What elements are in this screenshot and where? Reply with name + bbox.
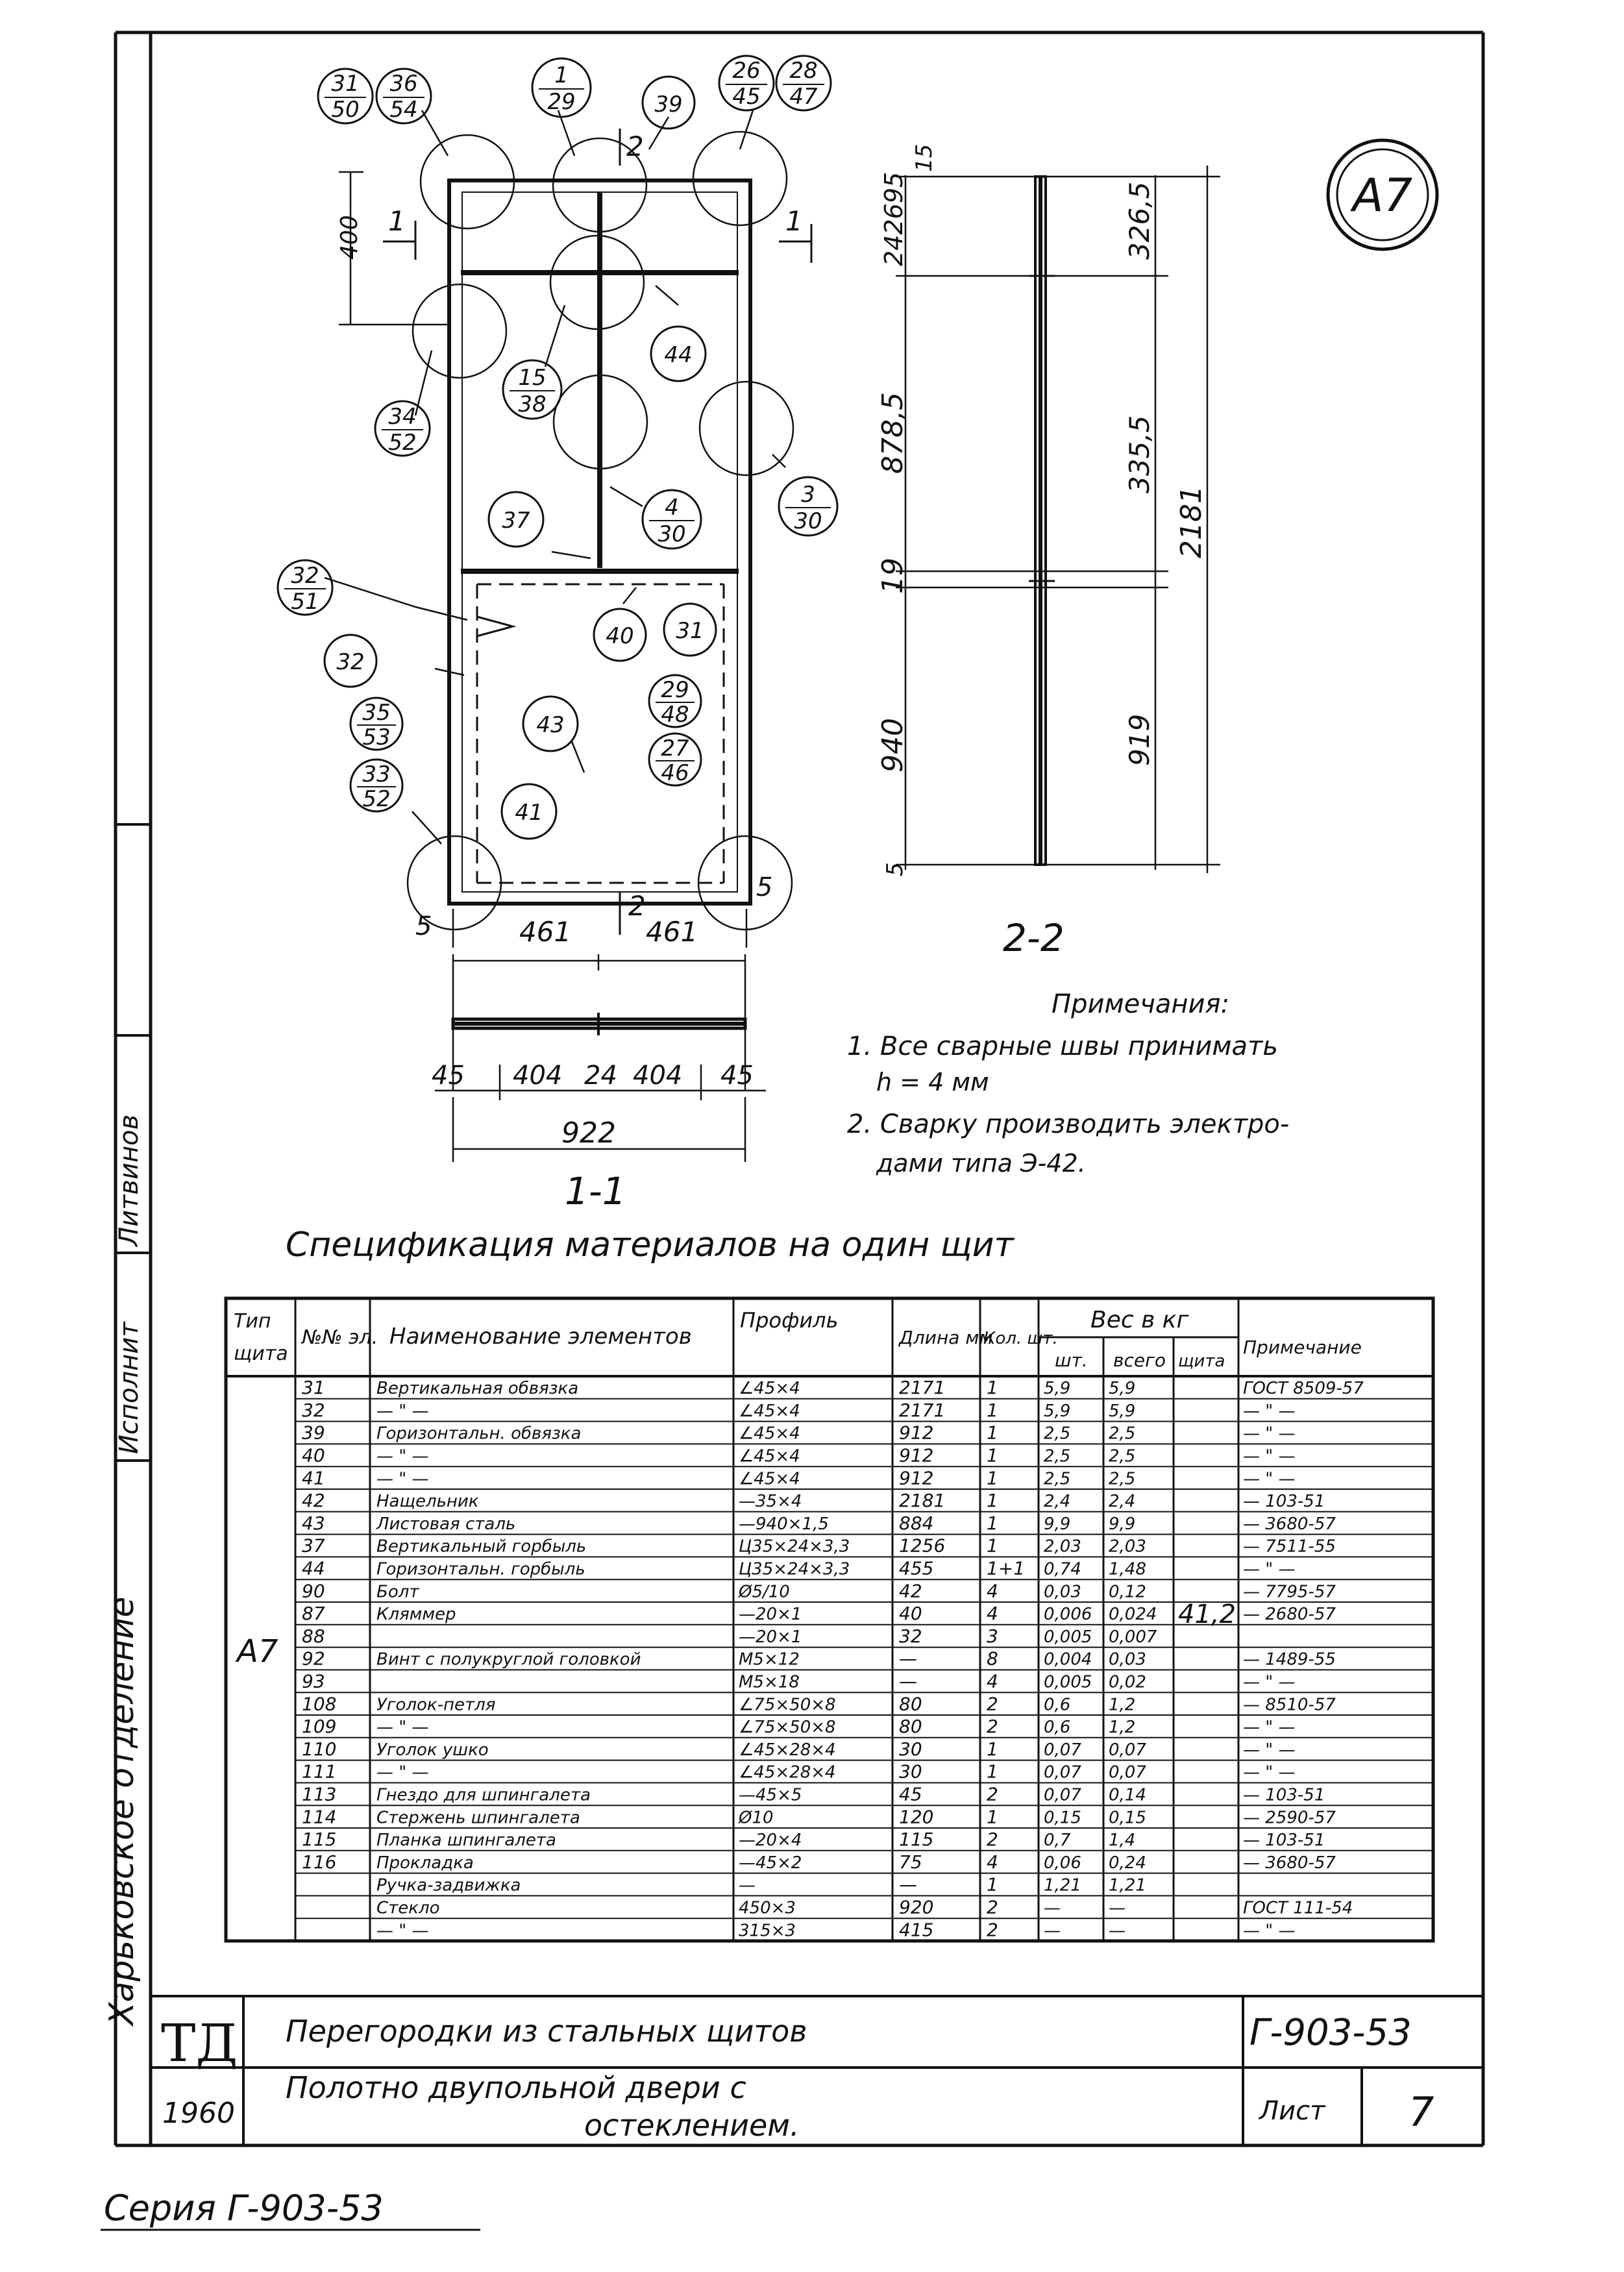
tb-sheet-label: Лист	[1259, 2096, 1325, 2126]
spec-rows	[302, 1377, 1364, 1940]
spec-cell-wt: —	[1109, 1921, 1126, 1941]
spec-cell-n: 39	[302, 1422, 325, 1444]
spec-cell-name: Стержень шпингалета	[376, 1808, 580, 1828]
spec-cell-name: — " —	[376, 1921, 429, 1941]
callout-40: 40	[606, 623, 634, 649]
callout-29-48-bottom: 48	[661, 702, 689, 728]
spec-cell-wt: 0,03	[1109, 1649, 1146, 1670]
callout-28-47-top: 28	[789, 58, 818, 84]
spec-cell-wt: 1,2	[1109, 1718, 1136, 1738]
spec-cell-profile: ∠45×4	[739, 1424, 800, 1444]
section-mark-1-left: 1	[388, 205, 406, 237]
callout-28-47-bottom: 47	[789, 84, 818, 110]
spec-cell-note: — 7511-55	[1243, 1537, 1336, 1557]
spec-cell-wt: 0,07	[1109, 1762, 1146, 1783]
sec11-dim-404-left: 404	[513, 1061, 563, 1091]
spec-cell-wt: 2,5	[1109, 1446, 1136, 1466]
spec-cell-note: — " —	[1243, 1446, 1296, 1466]
spec-cell-note: — 103-51	[1243, 1831, 1325, 1851]
spec-cell-name: Кляммер	[376, 1605, 456, 1625]
spec-cell-wu: 2,03	[1044, 1537, 1081, 1557]
notes-line1: 1. Все сварные швы принимать	[847, 1031, 1278, 1061]
notes-line1b: h = 4 мм	[876, 1068, 989, 1096]
section-mark-1-right: 1	[785, 205, 803, 237]
spec-cell-len: 80	[899, 1693, 922, 1715]
spec-cell-n: 41	[302, 1467, 325, 1489]
callout-15-38-bottom: 38	[518, 391, 547, 417]
spec-cell-n: 114	[302, 1806, 337, 1828]
spec-cell-n: 37	[302, 1535, 325, 1557]
dim-400: 400	[336, 215, 363, 260]
spec-cell-wt: 5,9	[1109, 1379, 1136, 1399]
spec-cell-wt: 0,24	[1109, 1853, 1146, 1873]
spec-cell-profile: ∠45×4	[739, 1401, 800, 1421]
tb-line3: остеклением.	[584, 2108, 800, 2143]
spec-cell-qty: 1	[987, 1490, 998, 1512]
spec-cell-qty: 1	[987, 1806, 998, 1828]
spec-cell-len: —	[899, 1648, 917, 1670]
spec-cell-name: Планка шпингалета	[376, 1831, 556, 1851]
spec-cell-wu: 0,6	[1044, 1718, 1071, 1738]
spec-cell-profile: —20×4	[739, 1831, 802, 1851]
spec-cell-profile: Ц35×24×3,3	[739, 1559, 850, 1579]
spec-cell-len: 120	[899, 1806, 934, 1828]
spec-cell-qty: 1	[987, 1535, 998, 1557]
notes-line2b: дами типа Э-42.	[876, 1149, 1086, 1178]
callout-26-45-bottom: 45	[732, 84, 761, 110]
callout-27-46-bottom: 46	[661, 760, 689, 786]
spec-cell-n: 40	[302, 1444, 325, 1466]
spec-cell-wt: 0,07	[1109, 1740, 1146, 1760]
hdr-w-total: всего	[1113, 1350, 1166, 1371]
spec-cell-name: Листовая сталь	[376, 1514, 516, 1534]
sec22-dim-335: 335,5	[1124, 415, 1155, 493]
stamp-label: А7	[1352, 169, 1413, 222]
hdr-name: Наименование элементов	[389, 1324, 692, 1350]
callouts	[278, 56, 837, 839]
door-elevation	[449, 180, 750, 904]
hdr-profile: Профиль	[740, 1308, 839, 1333]
hdr-length: Длина мм	[899, 1327, 993, 1348]
spec-cell-len: 40	[899, 1603, 922, 1625]
spec-cell-profile: M5×18	[739, 1672, 800, 1692]
spec-cell-wu: —	[1044, 1921, 1061, 1941]
callout-33-52-top: 33	[362, 761, 391, 787]
spec-cell-wu: —	[1044, 1898, 1061, 1918]
spec-cell-qty: 1	[987, 1873, 998, 1895]
spec-cell-qty: 3	[987, 1625, 998, 1647]
spec-cell-n: 42	[302, 1490, 325, 1512]
callout-31-50-top: 31	[331, 71, 360, 97]
sec22-dim-326: 326,5	[1124, 181, 1155, 260]
spec-cell-len: 884	[899, 1512, 934, 1534]
spec-cell-wu: 2,5	[1044, 1424, 1071, 1444]
hdr-note: Примечание	[1243, 1337, 1362, 1358]
spec-cell-n: 32	[302, 1399, 325, 1421]
side-label-executor: Исполнит	[114, 1322, 144, 1454]
callout-32-51-bottom: 51	[291, 589, 319, 615]
callout-36-54-bottom: 54	[389, 97, 418, 123]
spec-cell-wt: 0,14	[1109, 1785, 1146, 1805]
spec-cell-note: — " —	[1243, 1921, 1296, 1941]
spec-cell-len: 2181	[899, 1490, 946, 1512]
spec-cell-note: — 3680-57	[1243, 1853, 1336, 1873]
spec-cell-len: 32	[899, 1625, 922, 1647]
callout-27-46-top: 27	[661, 735, 689, 761]
spec-cell-wt: 1,21	[1109, 1875, 1146, 1895]
spec-cell-len: —	[899, 1670, 917, 1692]
spec-cell-wu: 0,004	[1044, 1649, 1092, 1670]
spec-cell-len: 455	[899, 1557, 934, 1579]
spec-cell-profile: ∠75×50×8	[739, 1718, 836, 1738]
spec-cell-n: 115	[302, 1829, 337, 1851]
spec-cell-profile: ∠45×4	[739, 1469, 800, 1489]
spec-cell-name: Горизонтальн. обвязка	[376, 1424, 582, 1444]
spec-cell-n: 44	[302, 1557, 325, 1579]
spec-cell-n: 87	[302, 1603, 325, 1625]
spec-cell-qty: 4	[987, 1851, 998, 1873]
callout-1-29-bottom: 29	[547, 89, 576, 115]
spec-cell-qty: 4	[987, 1580, 998, 1602]
spec-cell-n: 90	[302, 1580, 325, 1602]
spec-cell-wu: 0,07	[1044, 1740, 1081, 1760]
sec11-title: 1-1	[565, 1169, 626, 1213]
callout-29-48-top: 29	[661, 677, 689, 703]
hdr-w-shield: щита	[1178, 1352, 1225, 1371]
spec-cell-name: — " —	[376, 1401, 429, 1421]
spec-cell-name: Горизонтальн. горбыль	[376, 1559, 585, 1579]
spec-cell-name: Ручка-задвижка	[376, 1875, 521, 1895]
callout-41: 41	[515, 800, 543, 826]
spec-cell-note: — " —	[1243, 1740, 1296, 1760]
spec-cell-len: 912	[899, 1444, 934, 1466]
spec-cell-profile: —	[739, 1875, 756, 1895]
spec-cell-wu: 0,006	[1044, 1605, 1092, 1625]
spec-cell-profile: —35×4	[739, 1492, 802, 1512]
spec-cell-wu: 0,03	[1044, 1582, 1081, 1602]
section-mark-2-top: 2	[626, 130, 644, 162]
spec-cell-profile: ∠45×4	[739, 1446, 800, 1466]
sec11-dim-922: 922	[561, 1117, 616, 1150]
spec-cell-note: — " —	[1243, 1718, 1296, 1738]
notes-title: Примечания:	[1052, 989, 1230, 1019]
spec-cell-profile: Ø10	[739, 1808, 774, 1828]
spec-cell-name: — " —	[376, 1762, 429, 1783]
sec11-dim-404-right: 404	[633, 1061, 683, 1091]
hdr-type-2: щита	[234, 1342, 288, 1365]
spec-cell-qty: 4	[987, 1670, 998, 1692]
spec-cell-wt: 5,9	[1109, 1401, 1136, 1421]
spec-cell-profile: 315×3	[739, 1921, 796, 1941]
dim-5-right: 5	[756, 872, 773, 902]
spec-cell-name: — " —	[376, 1469, 429, 1489]
spec-cell-wu: 5,9	[1044, 1379, 1071, 1399]
spec-cell-note: ГОСТ 8509-57	[1243, 1379, 1364, 1399]
spec-cell-profile: —940×1,5	[739, 1514, 829, 1534]
notes-line2: 2. Сварку производить электро-	[847, 1109, 1290, 1139]
spec-cell-qty: 1	[987, 1422, 998, 1444]
callout-35-53-top: 35	[362, 700, 391, 726]
spec-cell-n: 109	[302, 1716, 337, 1738]
callout-15-38-top: 15	[518, 365, 547, 391]
callout-43: 43	[536, 712, 565, 738]
hdr-type-1: Тип	[234, 1310, 271, 1333]
spec-cell-profile: —20×1	[739, 1605, 802, 1625]
side-label-name: Литвинов	[114, 1114, 144, 1246]
hdr-weight: Вес в кг	[1090, 1307, 1189, 1333]
spec-cell-wu: 0,005	[1044, 1627, 1092, 1647]
spec-cell-wt: 0,12	[1109, 1582, 1146, 1602]
callout-3-30-bottom: 30	[794, 508, 822, 534]
sec22-dim-19: 19	[876, 558, 909, 594]
spec-cell-qty: 1	[987, 1399, 998, 1421]
spec-cell-name: Уголок-петля	[376, 1695, 496, 1715]
sec22-dim-242695: 242695	[880, 171, 908, 266]
spec-cell-note: — " —	[1243, 1469, 1296, 1489]
spec-cell-qty: 1	[987, 1444, 998, 1466]
callout-39: 39	[654, 92, 683, 117]
spec-cell-name: Винт с полукруглой головкой	[376, 1649, 641, 1670]
spec-cell-note: — 1489-55	[1243, 1649, 1336, 1670]
spec-cell-n: 92	[302, 1648, 325, 1670]
callout-44: 44	[664, 342, 693, 368]
spec-cell-wu: 0,07	[1044, 1785, 1081, 1805]
spec-cell-note: — " —	[1243, 1424, 1296, 1444]
spec-cell-wu: 2,5	[1044, 1469, 1071, 1489]
spec-cell-wt: 2,5	[1109, 1424, 1136, 1444]
spec-cell-profile: M5×12	[739, 1649, 800, 1670]
tb-sheet-num: 7	[1409, 2088, 1434, 2136]
sec11-dim-45-left: 45	[432, 1061, 465, 1091]
sec22-dim-5: 5	[882, 862, 908, 876]
spec-cell-wu: 0,15	[1044, 1808, 1081, 1828]
spec-cell-n: 113	[302, 1783, 337, 1805]
callout-4-30-bottom: 30	[658, 521, 686, 547]
spec-cell-name: Вертикальная обвязка	[376, 1379, 579, 1399]
spec-cell-wt: 1,48	[1109, 1559, 1146, 1579]
callout-3-30-top: 3	[801, 482, 815, 508]
spec-cell-note: — 3680-57	[1243, 1514, 1336, 1534]
callout-32-51-top: 32	[291, 563, 319, 589]
spec-cell-name: Гнездо для шпингалета	[376, 1785, 591, 1805]
spec-cell-wu: 0,005	[1044, 1672, 1092, 1692]
sec22-dim-2181: 2181	[1175, 486, 1208, 558]
spec-cell-wu: 0,74	[1044, 1559, 1081, 1579]
notes	[847, 989, 1289, 1178]
callout-32: 32	[336, 649, 365, 675]
spec-cell-wt: 0,007	[1109, 1627, 1157, 1647]
spec-cell-n: 111	[302, 1760, 337, 1783]
sec22-dim-940: 940	[876, 718, 909, 772]
spec-cell-len: 115	[899, 1829, 934, 1851]
spec-cell-note: — 103-51	[1243, 1785, 1325, 1805]
spec-cell-wu: 9,9	[1044, 1514, 1071, 1534]
spec-cell-wu: 5,9	[1044, 1401, 1071, 1421]
sec22-title: 2-2	[1003, 916, 1064, 960]
spec-cell-wt: 9,9	[1109, 1514, 1136, 1534]
callout-34-52-top: 34	[388, 404, 417, 430]
spec-cell-wu: 2,5	[1044, 1446, 1071, 1466]
spec-cell-qty: 1	[987, 1760, 998, 1783]
spec-shield-weight: 41,2	[1178, 1599, 1236, 1629]
tb-line1: Перегородки из стальных щитов	[286, 2014, 807, 2049]
spec-cell-wu: 0,7	[1044, 1831, 1071, 1851]
spec-cell-qty: 2	[987, 1829, 998, 1851]
spec-cell-wt: 2,5	[1109, 1469, 1136, 1489]
tb-code: Г-903-53	[1249, 2012, 1412, 2054]
spec-cell-qty: 2	[987, 1783, 998, 1805]
spec-cell-profile: ∠45×28×4	[739, 1740, 836, 1760]
spec-cell-note: — " —	[1243, 1559, 1296, 1579]
spec-cell-name: Прокладка	[376, 1853, 474, 1873]
spec-cell-wt: 2,4	[1109, 1492, 1136, 1512]
sec11-dim-24: 24	[584, 1061, 617, 1091]
tb-line2: Полотно двупольной двери с	[286, 2070, 746, 2105]
spec-cell-qty: 1	[987, 1377, 998, 1399]
callout-35-53-bottom: 53	[362, 724, 391, 750]
section-mark-2-bottom: 2	[628, 890, 646, 922]
spec-cell-note: — " —	[1243, 1762, 1296, 1783]
spec-cell-name: — " —	[376, 1446, 429, 1466]
spec-cell-len: 80	[899, 1716, 922, 1738]
spec-cell-note: — 2680-57	[1243, 1605, 1336, 1625]
section-2-2	[896, 166, 1220, 873]
callout-33-52-bottom: 52	[362, 786, 391, 812]
series-label: Серия Г-903-53	[104, 2188, 384, 2229]
spec-cell-len: 45	[899, 1783, 922, 1805]
spec-cell-n: 88	[302, 1625, 325, 1647]
spec-cell-len: 75	[899, 1851, 922, 1873]
spec-cell-n: 116	[302, 1851, 337, 1873]
spec-cell-len: 1256	[899, 1535, 946, 1557]
spec-cell-profile: ∠45×28×4	[739, 1762, 836, 1783]
spec-cell-note: — " —	[1243, 1672, 1296, 1692]
spec-cell-len: 415	[899, 1919, 934, 1941]
dim-461-left: 461	[519, 916, 572, 948]
spec-cell-note: — 103-51	[1243, 1492, 1325, 1512]
spec-cell-wu: 0,07	[1044, 1762, 1081, 1783]
spec-cell-wt: 0,024	[1109, 1605, 1157, 1625]
sec22-dim-919: 919	[1124, 713, 1155, 766]
spec-cell-name: Уголок ушко	[376, 1740, 489, 1760]
callout-34-52-bottom: 52	[388, 430, 417, 456]
spec-cell-n: 31	[302, 1377, 325, 1399]
spec-cell-wt: 1,2	[1109, 1695, 1136, 1715]
side-label-department: Харьковское отделение	[103, 1596, 141, 2025]
spec-cell-n: 93	[302, 1670, 325, 1692]
spec-cell-profile: —20×1	[739, 1627, 802, 1647]
spec-cell-qty: 2	[987, 1716, 998, 1738]
callout-4-30-top: 4	[665, 495, 679, 521]
spec-cell-profile: 450×3	[739, 1898, 796, 1918]
tb-year: 1960	[162, 2097, 235, 2130]
spec-cell-wt: 2,03	[1109, 1537, 1146, 1557]
spec-cell-n: 108	[302, 1693, 337, 1715]
callout-31: 31	[676, 618, 704, 644]
spec-cell-profile: Ц35×24×3,3	[739, 1537, 850, 1557]
spec-cell-profile: ∠75×50×8	[739, 1695, 836, 1715]
spec-cell-profile: —45×5	[739, 1785, 802, 1805]
spec-cell-n: 110	[302, 1738, 337, 1760]
spec-cell-qty: 1+1	[987, 1557, 1026, 1579]
stamp-a7	[1328, 140, 1437, 249]
dim-5-left: 5	[415, 911, 432, 941]
spec-cell-note: — 2590-57	[1243, 1808, 1336, 1828]
sec11-dim-45-right: 45	[720, 1061, 754, 1091]
spec-cell-wu: 2,4	[1044, 1492, 1071, 1512]
spec-cell-qty: 1	[987, 1512, 998, 1534]
spec-cell-note: — " —	[1243, 1401, 1296, 1421]
spec-cell-len: 42	[899, 1580, 922, 1602]
spec-cell-name: — " —	[376, 1718, 429, 1738]
spec-cell-qty: 8	[987, 1648, 998, 1670]
hdr-num: №№ эл.	[302, 1326, 378, 1349]
spec-cell-name: Вертикальный горбыль	[376, 1537, 587, 1557]
spec-cell-qty: 2	[987, 1693, 998, 1715]
callout-26-45-top: 26	[732, 58, 761, 84]
spec-cell-qty: 1	[987, 1467, 998, 1489]
spec-cell-qty: 4	[987, 1603, 998, 1625]
sec22-dim-878: 878,5	[876, 392, 909, 474]
spec-cell-len: 920	[899, 1896, 934, 1918]
elevation-dims	[339, 172, 746, 948]
spec-cell-profile: ∠45×4	[739, 1379, 800, 1399]
spec-cell-qty: 2	[987, 1896, 998, 1918]
spec-cell-qty: 1	[987, 1738, 998, 1760]
spec-cell-note: — 8510-57	[1243, 1695, 1336, 1715]
spec-cell-wu: 1,21	[1044, 1875, 1081, 1895]
spec-cell-len: 30	[899, 1738, 922, 1760]
spec-cell-wu: 0,6	[1044, 1695, 1071, 1715]
spec-cell-len: 912	[899, 1422, 934, 1444]
callout-31-50-bottom: 50	[331, 97, 360, 123]
spec-title: Спецификация материалов на один щит	[286, 1226, 1014, 1265]
spec-cell-len: 912	[899, 1467, 934, 1489]
sec22-dim-15: 15	[911, 143, 937, 172]
spec-cell-wt: 1,4	[1109, 1831, 1136, 1851]
spec-cell-profile: —45×2	[739, 1853, 802, 1873]
spec-cell-note: ГОСТ 111-54	[1243, 1898, 1353, 1918]
spec-cell-note: — 7795-57	[1243, 1582, 1336, 1602]
spec-cell-len: —	[899, 1873, 917, 1895]
callout-1-29-top: 1	[554, 62, 569, 88]
spec-cell-name: Нащельник	[376, 1492, 479, 1512]
spec-cell-name: Болт	[376, 1582, 419, 1602]
spec-cell-n: 43	[302, 1512, 325, 1534]
callout-37: 37	[502, 508, 530, 534]
spec-cell-qty: 2	[987, 1919, 998, 1941]
spec-cell-len: 30	[899, 1760, 922, 1783]
spec-cell-wt: —	[1109, 1898, 1126, 1918]
spec-cell-len: 2171	[899, 1377, 946, 1399]
tb-org: ТД	[161, 2013, 238, 2073]
dim-461-right: 461	[646, 916, 698, 948]
spec-cell-name: Стекло	[376, 1898, 440, 1918]
spec-cell-len: 2171	[899, 1399, 946, 1421]
spec-type-label: А7	[237, 1633, 278, 1670]
callout-36-54-top: 36	[389, 71, 418, 97]
hdr-qty: Кол. шт.	[983, 1329, 1058, 1348]
spec-cell-profile: Ø5/10	[739, 1582, 790, 1602]
spec-cell-wt: 0,02	[1109, 1672, 1146, 1692]
spec-cell-wu: 0,06	[1044, 1853, 1081, 1873]
hdr-w-unit: шт.	[1055, 1350, 1088, 1371]
spec-cell-wt: 0,15	[1109, 1808, 1146, 1828]
